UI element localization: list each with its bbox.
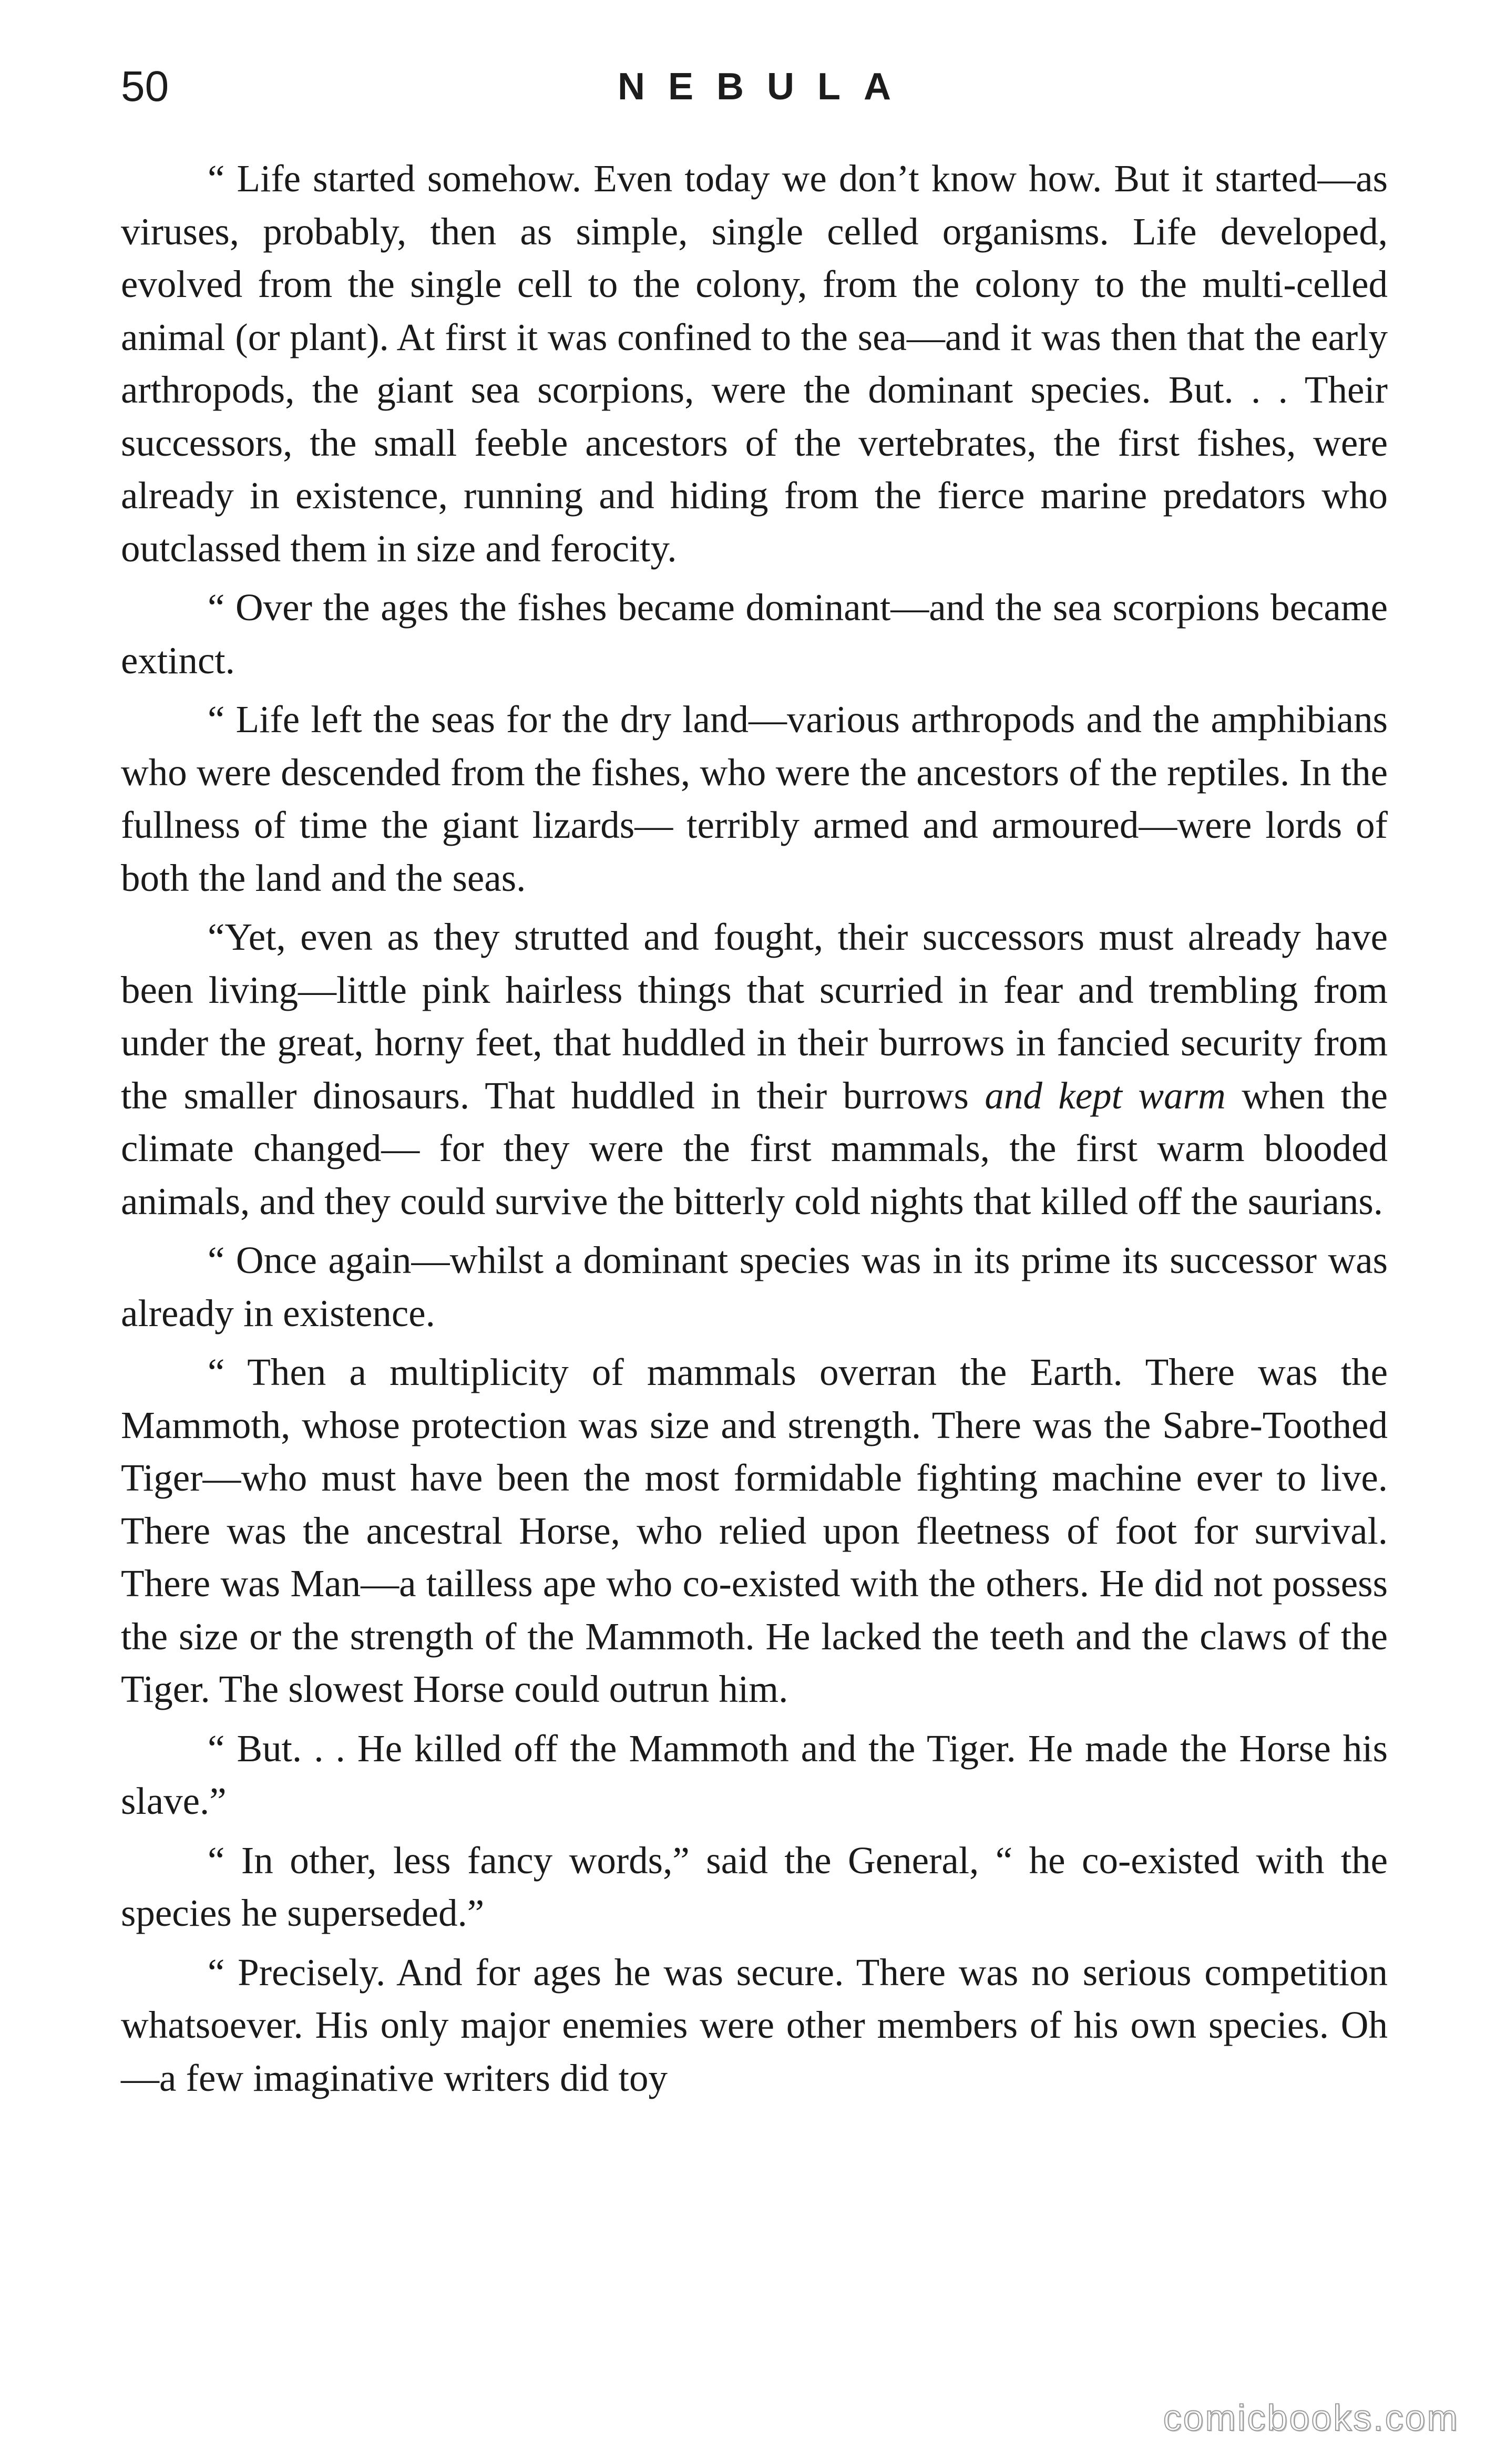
watermark: comicbooks.com <box>1163 2397 1459 2438</box>
paragraph: “ Then a multiplicity of mammals overran the Earth. There was the Mammoth, whose protection was size and strength. There was the Sabre-Toothed Tiger—who must have been the most formidable fighting machine ever to live. There was the ancestral Horse, who relied upon fleetness of foot for survival. There was Man—a tailless ape who co-existed with the others. He did not possess the size or the strength of the Mammoth. He lacked the teeth and the claws of the Tiger. The slowest Horse could outrun him. <box>121 1351 1388 1710</box>
paragraph: “ But. . . He killed off the Mammoth and the Tiger. He made the Horse his slave.” <box>121 1727 1388 1822</box>
paragraph: “ Once again—whilst a dominant species was in its prime its successor was already in existence. <box>121 1239 1388 1334</box>
paragraph: “ Over the ages the fishes became dominant—and the sea scorpions became extinct. <box>121 586 1388 682</box>
paragraph: “ In other, less fancy words,” said the General, “ he co-existed with the species he superseded.” <box>121 1839 1388 1934</box>
paragraph-text: “Yet, even as they strutted and fought, their successors must already have been living—little pink hairless things that scurried in fear and trembling from under the great, horny feet, that huddled in their burrows in fancied security from the smaller dinosaurs. That huddled in their burrows <box>121 916 1388 1117</box>
paragraph: “ Precisely. And for ages he was secure. There was no serious competition whatsoever. His only major enemies were other members of his own species. Oh—a few imaginative writers did toy <box>121 1950 1388 2099</box>
page-number: 50 <box>121 63 169 110</box>
paragraph-text: when the climate changed— for they were the first mammals, the first warm blooded animals, and they could survive the bitterly cold nights that killed off the saurians. <box>121 1074 1388 1223</box>
paragraph: “ Life left the seas for the dry land—various arthropods and the amphibians who were descended from the fishes, who were the ancestors of the reptiles. In the fullness of time the giant lizards— terribly armed and armoured—were lords of both the land and the seas. <box>121 698 1388 899</box>
magazine-title: NEBULA <box>618 66 914 108</box>
paragraph <box>121 911 1388 1228</box>
italic-phrase: and kept warm <box>985 1074 1226 1117</box>
paragraph: “ Life started somehow. Even today we don’t know how. But it started—as viruses, probably, then as simple, single celled organisms. Life developed, evolved from the single cell to the colony, from the colony to the multi-celled animal (or plant). At first it was confined to the sea—and it was then that the early arthropods, the giant sea scorpions, were the dominant species. But. . . Their successors, the small feeble ancestors of the vertebrates, the first fishes, were already in existence, running and hiding from the fierce marine predators who outclassed them in size and ferocity. <box>121 157 1388 570</box>
body-text <box>121 152 1388 2111</box>
running-head <box>121 55 1388 118</box>
